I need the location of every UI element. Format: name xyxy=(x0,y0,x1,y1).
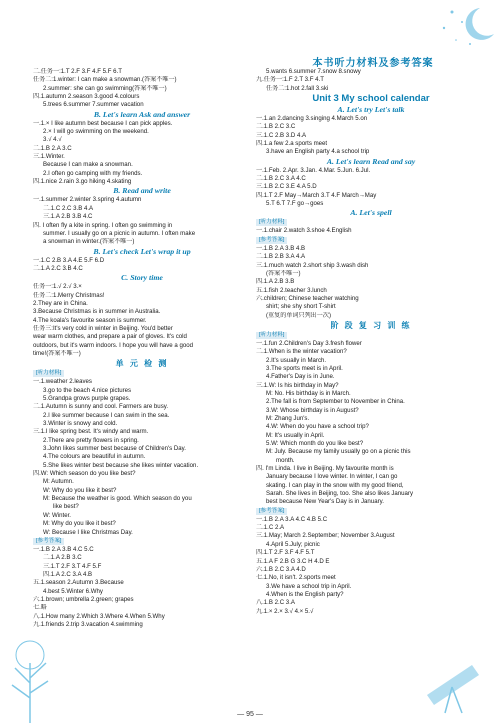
answer-line: 3.The sports meet is in April. xyxy=(266,364,343,372)
tree-decoration xyxy=(0,623,60,723)
tag-label: [听力材料] xyxy=(256,332,287,339)
answer-line: 5.She likes winter best because she likes winter vacation. xyxy=(43,461,199,469)
page-number: — 95 — xyxy=(237,711,263,718)
answer-line: 3.We have a school trip in April. xyxy=(266,582,352,590)
answer-line: 三.1.B 2.C 3.E 4.A 5.D xyxy=(256,183,317,191)
answer-line: 一.1.Feb. 2.Apr. 3.Jan. 4.Mar. 5.Jun. 6.Jul. xyxy=(256,166,371,174)
answer-line: 五.1.A F 2.B G 3.C H 4.D E xyxy=(256,557,330,565)
answer-line: best because New Year's Day is in January. xyxy=(266,498,384,506)
answer-line: 2.I often go camping with my friends. xyxy=(43,169,143,177)
answer-line: 五.1.fish 2.teacher 3.lunch xyxy=(256,286,327,294)
answer-line: 八.1.B 2.C 3.A xyxy=(256,599,295,607)
answer-line: 4.When is the English party? xyxy=(266,590,344,598)
section-title: 单 元 检 测 xyxy=(115,359,169,369)
left-answer-column xyxy=(33,68,251,629)
answer-line: 一.1.summer 2.winter 3.spring 4.autumn xyxy=(33,196,142,204)
answer-line: 二.1.C 2.C 3.B 4.A xyxy=(43,204,94,212)
section-tag xyxy=(256,218,486,227)
answer-line: skating. I can play in the snow with my good friend, xyxy=(266,481,404,489)
answer-line: W: Because I like Christmas Day. xyxy=(43,528,133,536)
section-heading: B. Let's check Let's wrap it up xyxy=(93,246,191,256)
answer-line: 5.W: Which month do you like best? xyxy=(266,440,364,448)
answer-line: 4.April 5.July; picnic xyxy=(266,540,320,548)
answer-line: 三.1.T 2.F 3.T 4.F 5.F xyxy=(43,562,102,570)
answer-line: 四.W: Which season do you like best? xyxy=(33,470,136,478)
answer-line: 二.1.C 2.A xyxy=(256,524,285,532)
answer-line: 六.children; Chinese teacher watching xyxy=(256,294,359,302)
answer-line: 2.The fall is from September to November in China. xyxy=(266,398,405,406)
answer-line: 3.go to the beach 4.nice pictures xyxy=(43,386,132,394)
answer-line: 5.T 6.T 7.F go→goes xyxy=(266,200,324,208)
answer-line: wear warm clothes, and prepare a pair of gloves. It's cold xyxy=(33,333,187,341)
tag-label: [听力材料] xyxy=(33,370,64,377)
tag-label: [听力材料] xyxy=(256,219,287,226)
answer-line: 四. I'm Linda. I live in Beijing. My favourite month is xyxy=(256,465,394,473)
page-title: 本书听力材料及参考答案 xyxy=(312,58,434,69)
answer-line: 一.1.weather 2.leaves xyxy=(33,378,92,386)
answer-line: 4.best 5.Winter 6.Why xyxy=(43,587,103,595)
answer-line: 一.1.× I like autumn best because I can pick apples. xyxy=(33,119,173,127)
moon-stars-decoration xyxy=(430,0,500,60)
answer-line: 六.1.B 2.C 3.A 4.D xyxy=(256,565,306,573)
answer-line: 五.1.season 2.Autumn 3.Because xyxy=(33,579,124,587)
answer-line: 三.1.W: Is his birthday in May? xyxy=(256,381,339,389)
answer-line: 5.trees 6.summer 7.summer vacation xyxy=(43,101,144,109)
answer-line: shirt; she shy short T-shirt xyxy=(266,303,336,311)
answer-line: 5.wants 6.summer 7.snow 8.snowy xyxy=(266,68,361,75)
answer-line: 二.1.Autumn is sunny and cool. Farmers are busy. xyxy=(33,403,169,411)
answer-line: 一.1.B 2.A 3.B 4.B xyxy=(256,244,306,252)
answer-line: 二.1.When is the winter vacation? xyxy=(256,348,347,356)
answer-line: 3.John likes summer best because of Children's Day. xyxy=(43,445,186,453)
answer-line: 二.1.A 2.B 3.C xyxy=(43,554,82,562)
answer-line: 2.summer: she can go swimming(答案不唯一) xyxy=(43,84,167,92)
answer-line: M: Because the weather is good. Which season do you xyxy=(43,495,192,503)
answer-line: a snowman in winter.(答案不唯一) xyxy=(43,238,135,246)
answer-line: 八.1.How many 2.Which 3.Where 4.When 5.Why xyxy=(33,612,165,620)
answer-line: 2.There are pretty flowers in spring. xyxy=(43,436,139,444)
tag-label: [参考答案] xyxy=(256,237,287,244)
answer-line: 四.1.A 2.B 3.B xyxy=(256,278,295,286)
answer-line: 九.1.× 2.× 3.√ 4.× 5.√ xyxy=(256,607,314,615)
answer-line: 4.The koala's favourite season is summer. xyxy=(33,316,147,324)
answer-line: 一.1.B 2.A 3.B 4.C 5.C xyxy=(33,545,94,553)
answer-line: 任务二:1.Merry Christmas! xyxy=(33,291,105,299)
answer-line: (答案不唯一) xyxy=(266,269,301,277)
answer-line: M: No. His birthday is in March. xyxy=(266,389,351,397)
answer-line: 四. I often fly a kite in spring. I often go swimming in xyxy=(33,221,173,229)
answer-line: 任务二:1.winter: I can make a snowman.(答案不唯一) xyxy=(33,76,177,84)
answer-line: 4.Father's Day is in June. xyxy=(266,373,335,381)
answer-line: 二.1.B 2.C 3.C xyxy=(256,123,296,131)
answer-line: 七.1.No, it isn't. 2.sports meet xyxy=(256,574,336,582)
answer-line: 4.The colours are beautiful in autumn. xyxy=(43,453,146,461)
section-tag xyxy=(256,236,486,245)
section-tag xyxy=(33,537,251,546)
section-title: 阶 段 复 习 训 练 xyxy=(330,320,412,330)
section-tag xyxy=(256,507,486,516)
answer-line: 4.W: When do you have a school trip? xyxy=(266,423,369,431)
answer-line: summer. I usually go on a picnic in autumn. I often make xyxy=(43,229,196,237)
answer-line: 二.1.A 2.C 3.B 4.C xyxy=(33,264,83,272)
answer-line: 四.1.T 2.F 3.F 4.F 5.T xyxy=(256,549,315,557)
answer-line: 一.1.an 2.dancing 3.singing 4.March 5.on xyxy=(256,115,368,123)
answer-line: 任务一:1.√ 2.√ 3.× xyxy=(33,283,82,291)
section-heading: C. Story time xyxy=(121,273,163,283)
right-answer-column xyxy=(256,68,486,616)
answer-line: 任务三:It's very cold in winter in Beijing. You'd better xyxy=(33,324,173,332)
section-tag xyxy=(33,369,251,378)
answer-line: M: July. Because my family usually go on a picnic this xyxy=(266,448,411,456)
answer-line: 一.1.C 2.B 3.A 4.E 5.F 6.D xyxy=(33,256,105,264)
answer-line: 四.1.a few 2.a sports meet xyxy=(256,140,328,148)
answer-line: 3.have an English party 4.a school trip xyxy=(266,148,370,156)
section-tag xyxy=(256,331,486,340)
answer-line: 5.Grandpa grows purple grapes. xyxy=(43,395,131,402)
answer-line: 一.1.fun 2.Children's Day 3.fresh flower xyxy=(256,339,362,347)
section-heading: A. Let's spell xyxy=(350,208,392,218)
answer-line: 九.任务一:1.F 2.T 3.F 4.T xyxy=(256,76,324,84)
answer-line: 三.1.I like spring best. It's windy and warm. xyxy=(33,428,149,436)
answer-line: 一.1.B 2.A 3.A 4.C 4.B 5.C xyxy=(256,515,328,523)
answer-line: 六.1.brown; umbrella 2.green; grapes xyxy=(33,595,134,603)
answer-line: 三.1.May; March 2.September; November 3.August xyxy=(256,532,395,540)
unit-heading: Unit 3 My school calendar xyxy=(312,93,430,105)
tag-label: [参考答案] xyxy=(256,508,287,515)
answer-line: 四.1.autumn 2.season 3.good 4.colours xyxy=(33,93,140,101)
answer-line: W: Why do you like it best? xyxy=(43,486,117,494)
answer-line: 三.1.Winter. xyxy=(33,153,65,161)
answer-line: 3.Winter is snowy and cold. xyxy=(43,420,118,428)
answer-line: 四.1.nice 2.rain 3.go hiking 4.skating xyxy=(33,178,132,186)
answer-line: 一.1.chair 2.watch 3.shoe 4.English xyxy=(256,227,352,235)
answer-line: M: Why do you like it best? xyxy=(43,520,116,528)
answer-line: time!(答案不唯一) xyxy=(33,349,81,357)
answer-line: 九.1.friends 2.trip 3.vacation 4.swimming xyxy=(33,620,143,628)
answer-line: outdoors, but it's warm indoors. I hope you will have a good xyxy=(33,341,194,349)
answer-line: 七.略 xyxy=(33,604,47,612)
section-heading: A. Let's learn Read and say xyxy=(326,156,416,166)
answer-line: 四.1.T 2.F May→March 3.T 4.F March→May xyxy=(256,191,377,199)
answer-line: 二.1.B 2.C 3.A 4.C xyxy=(256,175,306,183)
tag-label: [参考答案] xyxy=(33,538,64,545)
answer-line: 3.Because Christmas is in summer in Australia. xyxy=(33,308,161,316)
answer-line: like best? xyxy=(53,503,79,511)
answer-line: 二.任务一:1.T 2.F 3.F 4.F 5.F 6.T xyxy=(33,68,122,75)
answer-line: 三.1.C 2.B 3.D 4.A xyxy=(256,131,307,139)
answer-line: January because I love winter. In winter, I can go xyxy=(266,473,398,481)
answer-line: 三.1.A 2.B 3.B 4.C xyxy=(43,213,93,221)
answer-line: 三.1.much watch 2.short ship 3.wash dish xyxy=(256,261,369,269)
answer-line: Sarah. She lives in Beijing, too. She also likes January xyxy=(266,490,414,498)
answer-line: 3.√ 4.√ xyxy=(43,136,62,144)
answer-line: 2.I like summer because I can swim in the sea. xyxy=(43,411,170,419)
answer-line: 四.1.A 2.C 3.A 4.B xyxy=(43,570,93,578)
answer-line: 二.1.B 2.B 3.A 4.A xyxy=(256,253,306,261)
answer-line: 二.1.B 2.A 3.C xyxy=(33,144,72,152)
answer-line: 2.× I will go swimming on the weekend. xyxy=(43,128,149,136)
answer-line: Because I can make a snowman. xyxy=(43,161,133,169)
section-heading: A. Let's try Let's talk xyxy=(337,105,405,115)
answer-line: M: Autumn. xyxy=(43,478,74,486)
answer-line: W: Winter. xyxy=(43,511,71,519)
answer-line: M: It's usually in April. xyxy=(266,431,325,439)
answer-line: 2.They are in China. xyxy=(33,299,88,307)
answer-line: 2.It's usually in March. xyxy=(266,356,327,364)
answer-line: M: Zhang Jun's. xyxy=(266,415,310,422)
answer-line: (重复的单词只列出一次) xyxy=(266,311,331,319)
telescope-decoration xyxy=(417,645,492,715)
section-heading: B. Read and write xyxy=(113,186,171,196)
answer-line: month. xyxy=(276,456,295,464)
answer-line: 3.W: Whose birthday is in August? xyxy=(266,406,359,414)
section-heading: B. Let's learn Ask and answer xyxy=(93,109,191,119)
answer-line: 任务二:1.hot 2.fall 3.ski xyxy=(266,84,329,92)
